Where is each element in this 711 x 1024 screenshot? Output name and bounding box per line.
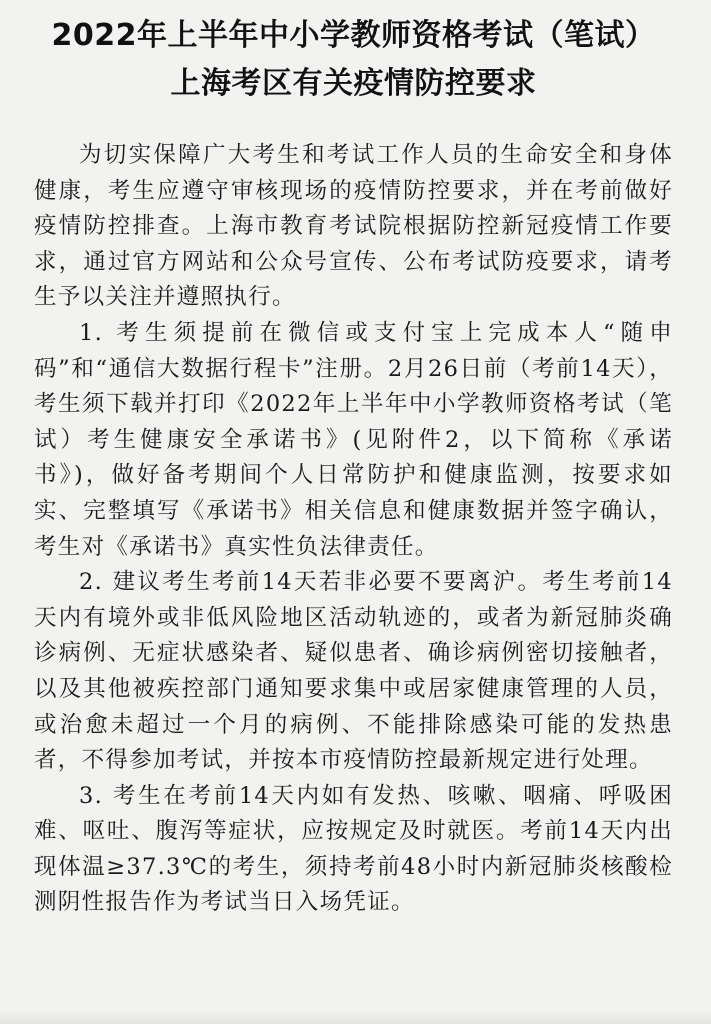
document-body	[34, 138, 673, 921]
document-title	[34, 12, 673, 108]
title-line-1: 2022年上半年中小学教师资格考试（笔试）	[51, 18, 656, 53]
paragraph-item-1: 1. 考生须提前在微信或支付宝上完成本人“随申码”和“通信大数据行程卡”注册。2月26日前（考前14天），考生须下载并打印《2022年上半年中小学教师资格考试（笔试）考生健康安全承诺书》(见附件2，以下简称《承诺书》)，做好备考期间个人日常防护和健康监测，按要求如实、完整填写《承诺书》相关信息和健康数据并签字确认，考生对《承诺书》真实性负法律责任。	[34, 319, 673, 560]
paragraph-intro: 为切实保障广大考生和考试工作人员的生命安全和身体健康，考生应遵守审核现场的疫情防控要求，并在考前做好疫情防控排查。上海市教育考试院根据防控新冠疫情工作要求，通过官方网站和公众号宣传、公布考试防疫要求，请考生予以关注并遵照执行。	[34, 142, 673, 311]
paragraph-item-2: 2. 建议考生考前14天若非必要不要离沪。考生考前14天内有境外或非低风险地区活动轨迹的，或者为新冠肺炎确诊病例、无症状感染者、疑似患者、确诊病例密切接触者，以及其他被疾控部门通知要求集中或居家健康管理的人员，或治愈未超过一个月的病例、不能排除感染可能的发热患者，不得参加考试，并按本市疫情防控最新规定进行处理。	[34, 569, 673, 774]
paragraph-item-3: 3. 考生在考前14天内如有发热、咳嗽、咽痛、呼吸困难、呕吐、腹泻等症状，应按规定及时就医。考前14天内出现体温≥37.3℃的考生，须持考前48小时内新冠肺炎核酸检测阴性报告作为考试当日入场凭证。	[34, 782, 673, 916]
title-line-2: 上海考区有关疫情防控要求	[170, 66, 537, 101]
page-edge-shadow	[0, 1010, 711, 1024]
